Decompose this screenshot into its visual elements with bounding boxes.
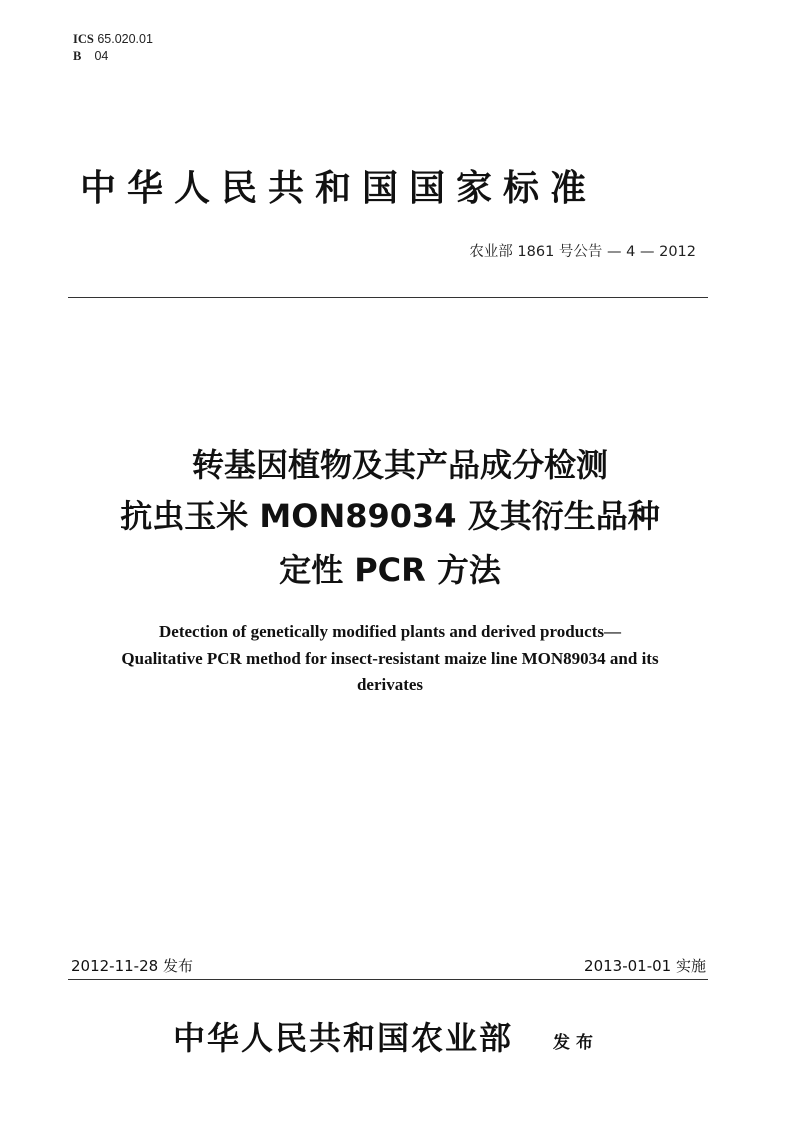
national-standard-heading: 中华人民共和国国家标准 xyxy=(80,167,598,209)
chinese-title-line-2: 抗虫玉米 MON89034 及其衍生品种 xyxy=(120,497,660,535)
bottom-divider xyxy=(68,979,708,980)
ccs-label: B xyxy=(73,49,82,63)
ics-row xyxy=(73,31,153,48)
classification-block xyxy=(73,31,153,65)
top-divider xyxy=(68,297,708,298)
implementation-date: 2013-01-01 实施 xyxy=(584,957,706,975)
english-title-line-1: Detection of genetically modified plants and derived products— xyxy=(159,622,621,641)
ics-label: ICS xyxy=(73,32,94,46)
publisher-name: 中华人民共和国农业部 xyxy=(173,1019,514,1057)
publisher-suffix: 发布 xyxy=(553,1033,599,1053)
issue-date: 2012-11-28 发布 xyxy=(71,957,193,975)
chinese-title-line-1: 转基因植物及其产品成分检测 xyxy=(191,446,608,484)
standard-number: 农业部 1861 号公告 — 4 — 2012 xyxy=(469,244,696,260)
english-title-line-3: derivates xyxy=(356,675,424,694)
chinese-title-line-3: 定性 PCR 方法 xyxy=(279,551,501,589)
ccs-code: 04 xyxy=(94,49,109,63)
ics-code: 65.020.01 xyxy=(97,32,153,46)
english-title-line-2: Qualitative PCR method for insect-resistant maize line MON89034 and its xyxy=(121,649,659,668)
ccs-row xyxy=(73,48,153,65)
